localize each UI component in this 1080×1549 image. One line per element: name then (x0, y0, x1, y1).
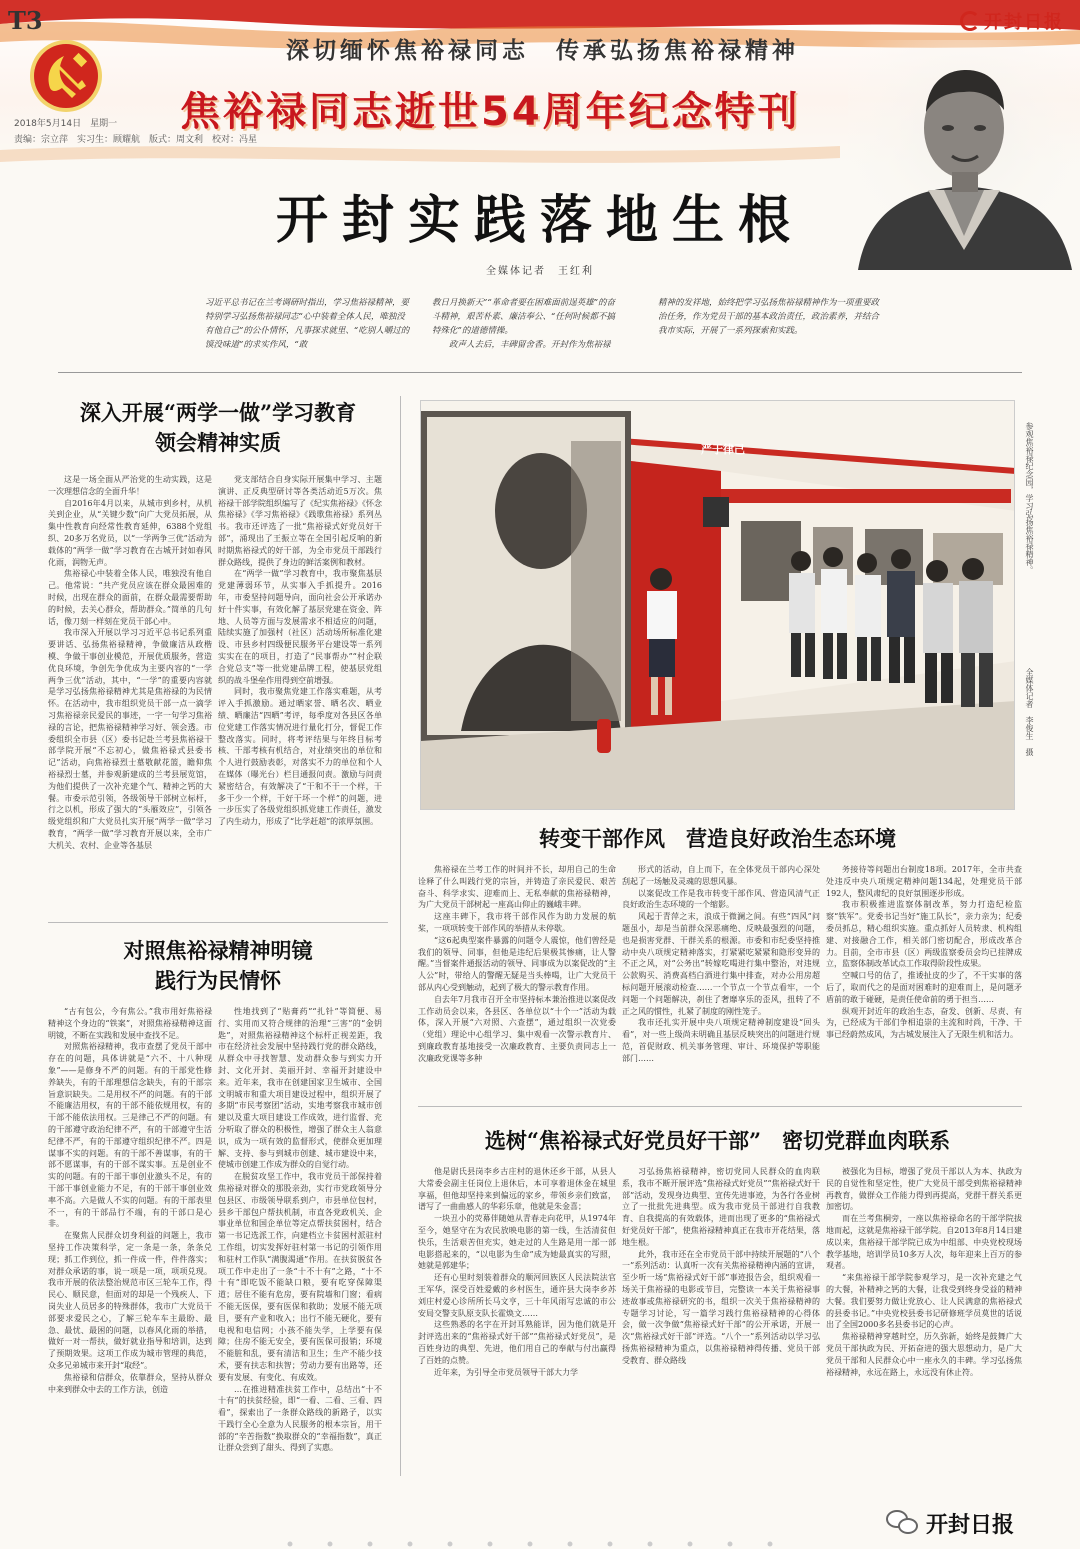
section-3-column-3 (826, 864, 1022, 1096)
page-indicator-dots (0, 1540, 1080, 1549)
wall-sign: 严于律己 (701, 443, 745, 456)
paragraph: 对照焦裕禄精神，我市查摆了党员干部中存在的问题，具体讲就是“六不、十八种现象”——是修身不严的问题。有的干部党性修养缺失，有的干部理想信念缺失，有的干部宗旨意识缺失。二是用权不严的问题。有的干部不能廉洁用权，有的干部不能依规用权，有的干部不能依法用权。三是律己不严的问题。有的干部遵守政治纪律不严，有的干部遵守生活纪律不严，有的干部遵守组织纪律不严。四是谋事不实的问题。有的干部不善谋事，有的干部不愿谋事，有的干部不谋实事。五是创业不实的问题。有的干部干事创业激头不足，有的干部干事创业能力不足，有的干部干事创业效率不高。六是做人不实的问题。有的干部表里不一，有的干部品行不端，有的干部口是心非。 (48, 1042, 212, 1229)
section-2-column-1 (48, 1006, 212, 1472)
exhibition-hall-illustration (421, 401, 1015, 810)
footer-wechat-logo[interactable] (886, 1508, 1014, 1539)
section-1-column-1 (48, 474, 212, 910)
page-number: T3 (8, 6, 43, 35)
section-2-title-line-2: 践行为民情怀 (155, 968, 281, 993)
photo-credit: 全媒体记者 李俊生 摄 (1025, 668, 1034, 756)
paragraph: 他是尉氏县岗李乡古庄村的退休还乡干部，从县人大常委会副主任岗位上退休后，本可享着退休金在城里享福，但他却坚持来到偏远的家乡，带领乡亲们致富，谱写了一曲曲感人的华彩乐章，他就是朱金喜； (418, 1167, 616, 1212)
masthead-slogan: 深切缅怀焦裕禄同志 传承弘扬焦裕禄精神 (286, 38, 799, 64)
section-divider (418, 1106, 1022, 1107)
paragraph: 务接待等问题出台制度18项。2017年，全市共查处违反中央八项规定精神问题134起，处理党员干部192人，整风肃纪的良好氛围逐步形成。 (826, 865, 1022, 898)
brand-name: 开封日报 (984, 12, 1064, 33)
paragraph: 我市深入开展以学习习近平总书记系列重要讲话、弘扬焦裕禄精神，争做廉洁从政楷模、争做干事创业模范，开展优质服务，营造优良环境，争创先争优成为主要内容的“一学两争三优”活动，其中，“一学”的重要内容就是学习弘扬焦裕禄精神尤其是焦裕禄的为民情怀。在活动中，我市组织党员干部一点一滴学习焦裕禄亲民爱民的事迹，一字一句学习焦裕禄的言论，把焦裕禄精神学习好、领会透。市委组织全市县（区）委书记赴兰考县焦裕禄干部学院开展“不忘初心，做焦裕禄式县委书记”活动，向焦裕禄烈士墓敬献花篮，瞻仰焦裕禄烈士墓，并参观新建成的兰考县展览馆，为他们提供了一次补充建个气、精神之钙的大餐。市委示范引领，各级领导干部树立标杆，行之以机，形成了强大的“头雁效应”，引领各级党组织和广大党员扎实开展“两学一做”学习教育，“两学一做”学习教育开展以来，全市广大机关、农村、企业等各基层 (48, 628, 212, 850)
paragraph: 自去年7月我市召开全市坚持标本兼治推进以案促改工作动员会以来，各县区、各单位以“十个一”活动为载体，深入开展“六对照、六查摆”，通过组织一次党委（党组）理论中心组学习、集中观看一次警示教育片、到廉政教育基地接受一次廉政教育、主要负责同志上一次廉政党课等多种 (418, 994, 616, 1063)
paragraph: 习弘扬焦裕禄精神，密切党同人民群众的血肉联系，我市不断开展评选“焦裕禄式好党员”“焦裕禄式好干部”活动，发现身边典型、宣传先进事迹，为各行各业树立了一批批先进典型。成为我市党员干部进行自我教育、自我提高的有效载体，进而出现了更多的“焦裕禄式好党员好干部”，使焦裕禄精神真正在我市开花结果，落地生根。 (622, 1167, 820, 1247)
section-2-title (58, 936, 378, 996)
newspaper-brand (960, 8, 1064, 34)
paragraph: 性地找到了“贴膏药”“扎针”等简便、易行、实用而又符合规律的治理“三害”的“金钥匙”，对照焦裕禄精神这个标杆正视差距，我市在经济社会发展中坚持践行党的群众路线，从群众中寻找智慧、发动群众参与到实力开封、文化开封、美丽开封、幸福开封建设中来。近年来，我市在创建国家卫生城市、全国文明城市和重大项目建设过程中，组织开展了多期“市民考察团”活动，实地考察我市城市创建以及重大项目建设工作成效，进行监督、充分听取了群众的积极性，增强了群众主人翁意识，成为一项有效的监督形式，使群众更加理解、支持、参与到城市创建、城市建设中来，使城市创建工作成为群众的自觉行动。 (218, 1007, 382, 1170)
party-emblem-icon (28, 38, 104, 114)
section-4-title: 选树“焦裕禄式好党员好干部” 密切党群血肉联系 (484, 1128, 951, 1153)
paragraph: 形式的活动，自上而下，在全体党员干部内心深处刮起了一场触及灵魂的思想风暴。 (622, 865, 820, 886)
special-issue-title: 焦裕禄同志逝世54周年纪念特刊 (180, 89, 801, 135)
wechat-icon (886, 1510, 920, 1536)
main-headline: 开封实践落地生根 (275, 190, 804, 251)
paragraph: 党支部结合自身实际开展集中学习、主题演讲、正反典型研讨等各类活动近5万次。焦裕禄干部学院组织编写了《纪实焦裕禄》《怀念焦裕禄》《学习焦裕禄》《践歌焦裕禄》系列丛书。我市还评选了一批“焦裕禄式好党员好干部”，涌现出了王振立等在全国引起反响的新时期焦裕禄式的好干部，为全市党员干部践行群众路线，提供了身边的鲜活案例和教材。 (218, 475, 382, 567)
lead-paragraph-2 (432, 296, 620, 356)
paragraph: 同时，我市聚焦党建工作落实难题，从考评入手抓激励。通过晒家誉、晒名次、晒业绩、晒廉洁“四晒”考评，每季度对各县区各单位党建工作落实情况进行量化打分，督促工作整改落实。同时，将考评结果与年终目标考核、干部考核有机结合，对业绩突出的单位和个人进行鼓励表彰，对落实不力的单位和个人在媒体（曝光台）栏目通报问责。激励与问责紧密结合，有效解决了“干和不干一个样，干多干少一个样，干好干坏一个样”的问题，进一步压实了各级党组织抓党建工作责任，激发了内生动力，形成了“比学赶超”的浓厚氛围。 (218, 687, 382, 827)
lead-paragraph-4: 精神的发祥地，始终把学习弘扬焦裕禄精神作为一项重要政治任务，作为党员干部的基本政治责任，政治素养，并结合我市实际，开展了一系列探索和实践。 (658, 298, 880, 336)
section-4-column-3 (826, 1166, 1022, 1436)
paragraph: 近年来，为引导全市党员领导干部大力学 (434, 1367, 578, 1377)
paragraph: 空喊口号的估了，推诿扯皮的少了，不干实事的落后了，取而代之的是面对困难时的迎难而上，是问题矛盾前的敢于碰硬，是责任使命前的勇于担当…… (826, 971, 1022, 1004)
footer-logo-text: 开封日报 (926, 1513, 1015, 1538)
paragraph: 这是一场全面从严治党的生动实践，这是一次理想信念的全面升华！ (48, 475, 212, 496)
paragraph: “来焦裕禄干部学院参观学习，是一次补充建之气的大餐，补精神之钙的大餐，让我受到终身受益的精神大餐。我们要努力做让党放心、让人民满意的焦裕禄式的县委书记。”中央党校县委书记研修班学员莫世的话说出了全国2000多名县委书记的心声。 (826, 1273, 1022, 1330)
section-1-column-2 (218, 474, 382, 910)
lead-divider (58, 372, 1022, 373)
paragraph: 焦裕禄和信群众，依靠群众，坚持从群众中来到群众中去的工作方法，创造 (48, 1372, 212, 1394)
paragraph: …在推进精准扶贫工作中，总结出“十不十有”的扶贫经验，即“一看、二看、三看、四看”，探索出了一条群众路线的新路子，以实干践行全心全意为人民服务的根本宗旨，用干部的“辛苦指数”换取群众的“幸福指数”，真正让群众尝到了甜头、得到了实惠。 (218, 1384, 382, 1453)
paragraph: 这座丰碑下，我市将干部作风作为助力发展的航桨，一项项转变干部作风的举措从未停歇。 (418, 912, 616, 933)
section-3-column-1 (418, 864, 616, 1096)
paragraph: 在“两学一做”学习教育中，我市聚焦基层党建薄弱环节，从实事入手抓提升。2016年，市委坚持问题导向，面向社会公开承诺办好十件实事，有效化解了基层党建在资金、阵地、人员等方面与发展需求不相适应的问题，陆续实施了加强村（社区）活动场所标准化建设、市县乡村四级便民服务平台建设等一系列实实在在的项目，打造了“民事帮办”“村企联合党总支”等一批党建品牌工程，使基层党组织的战斗堡垒作用得到空前增强。 (218, 569, 382, 685)
paragraph: 还有心里时刻装着群众的顺河回族区人民法院法官王军华，深受百姓爱戴的乡村医生，通许县大岗李乡苏刘庄村爱心诊所所长马文亨，三十年风雨写忠诚的市公安局交警支队原支队长霍焕文…… (418, 1273, 616, 1318)
paragraph: 在聚焦人民群众切身利益的问题上，我市坚持工作决策科学，定一条是一条，条条兑现；抓工作到位，抓一件成一件，件件落实；对群众承诺的事，说一项是一项，项项兑现。我市开展的依法整治规范市区三轮车工作，得民心、顺民意，但面对的却是一个残疾人、下岗失业人员居多的特殊群体，我市广大党员干部要求爱民之心，了解三轮车车主最盼、最急、最忧、最困的问题，以春风化雨的举措，做好一对一帮扶，做好就业指导和培训，达到了预期效果。这项工作成为城市管理的典范，众多兄弟城市来开封“取经”。 (48, 1231, 212, 1370)
exhibition-photo (420, 400, 1015, 810)
section-2-title-line-1: 对照焦裕禄精神明镜 (123, 938, 313, 963)
paragraph: 纵观开封近年的政治生态，奋发、创新、尽责、有为，已经成为干部们争相追崇的主流和时尚，干净、干事已经蔚然成风，为古城发展注入了无限生机和活力。 (826, 1006, 1022, 1040)
paragraph: “古有包公，今有焦公。”我市用好焦裕禄精神这个身边的“铁案”，对照焦裕禄精神这面明镜，不断在实践和发展中查找不足。 (48, 1007, 212, 1040)
section-2-column-2 (218, 1006, 382, 1472)
section-1-title (58, 398, 378, 458)
section-3-title: 转变干部作风 营造良好政治生态环境 (539, 826, 896, 851)
paragraph: 我市还扎实开展中央八项规定精神制度建设“回头看”，对一些上级尚未明确且基层反映突出的问题进行规范，首促财政、机关事务管理、审计、环境保护等职能部门…… (622, 1018, 820, 1063)
issue-date: 2018年5月14日 星期一 (14, 119, 118, 129)
lead-paragraph-2-text: 教日月换新天”“革命者要在困难面前逞英雄”的奋斗精神，艰苦朴素、廉洁奉公、“任何时候都不搞特殊化”的道德情操。 (432, 298, 616, 336)
paragraph: 此外，我市还在全市党员干部中持续开展题的“八个一”系列活动：认真听一次有关焦裕禄精神内涵的宣讲，至少听一场“焦裕禄式好干部”事迹报告会，组织观看一场关于焦裕禄的电影或节目，完整读一本关于焦裕禄事迹故事或焦裕禄研究的书，组织一次关于焦裕禄精神的专题学习讨论，写一篇学习践行焦裕禄精神的心得体会，做一次争做“焦裕禄式好干部”的公开承诺，开展一次“焦裕禄式好干部”评选。“八个一”系列活动以学习弘扬焦裕禄精神为重点，以焦裕禄精神得传播、党员干部受教育、群众路线 (622, 1249, 820, 1365)
paragraph: 我市积极推进监察体制改革，努力打造纪检监察“铁军”。党委书记当好“施工队长”，亲力亲为；纪委委员抓总，精心组织实施。重点抓好人员转隶、机构组建、对接融合工作，相关部门密切配合，形成改革合力。目前，全市市县（区）两级监察委员会均已挂牌成立，监察体制改革试点工作取得阶段性成果。 (826, 900, 1022, 969)
paragraph: 自2016年4月以来，从城市到乡村，从机关到企业，从“关键少数”向广大党员拓展，从集中性教育向经常性教育延伸，6388个党组织、20多万名党员，以“一学两争三优”活动为载体的“两学一做”学习教育在古城开封如春风化雨，润物无声。 (48, 498, 212, 567)
byline: 全媒体记者 王红利 (486, 266, 594, 277)
paragraph: 一块丑小的荧幕伴随她从青春走向花甲，从1974年至今，她坚守在为农民放映电影的第一线，生活清贫但快乐，生活艰苦但充实，她走过的人生路是用一部一部电影搭起来的，“以电影为生命”成为她最真实的写照，她就是郭建华； (418, 1214, 616, 1271)
section-1-title-line-1: 深入开展“两学一做”学习教育 (79, 400, 357, 425)
paragraph: 这些熟悉的名字在开封耳熟能详，因为他们就是开封评选出来的“焦裕禄式好干部”“焦裕禄式好党员”，是百姓身边的典型、先进，他们用自己的奉献与付出赢得了百姓的点赞。 (418, 1320, 616, 1365)
paragraph: 被强化为目标，增强了党员干部以人为本、执政为民的自觉性和坚定性，使广大党员干部受到焦裕禄精神再教育，做群众工作能力得到再提高，党群干群关系更加密切。 (826, 1167, 1022, 1212)
paragraph: 以案促改工作是我市转变干部作风、营造风清气正良好政治生态环境的一个缩影。 (622, 888, 820, 910)
column-divider (400, 396, 401, 1476)
paragraph: 焦裕禄在兰考工作的时间并不长，却用自己的生命诠释了什么叫践行党的宗旨，并铸造了亲民爱民、艰苦奋斗、科学求实、迎难而上、无私奉献的焦裕禄精神，为广大党员干部树起一座高山仰止的巍峨丰碑。 (418, 865, 616, 910)
section-1-title-line-2: 领会精神实质 (155, 430, 281, 455)
paragraph: 风起于青萍之末，浪成于微澜之间。有些“四风”问题虽小，却是当前群众深恶痛绝、反映最强烈的问题，也是损害党群、干群关系的根源。市委和市纪委坚持推动中央八项规定精神落实，打紧紧吃紧紧和隐形变异的不正之风，对“公务出”转嫁吃喝进行集中整治，对违规公款购买、消费高档白酒进行集中排查，对办公用房超标问题开展滚动检查……一个节点一个节点看牢，一个问题一个问题解决，刹住了奢靡享乐的歪风，扭转了不正之风的惯性，扎紧了制度的刚性笼子。 (622, 912, 820, 1016)
lead-paragraph-3-text: 政声人去后，丰碑留舍香。开封作为焦裕禄 (449, 340, 611, 350)
paragraph: 在脱贫攻坚工作中，我市党员干部保持着焦裕禄对群众的那股亲劲，实行市党政领导分包县区、市级领导联系到户，市县单位包村，县乡干部包户帮扶机制，市直各党政机关、企事业单位和国企单位等定点帮扶贫困村，结合第一书记选派工作，向建档立卡贫困村派驻村工作组，切实发挥好驻村第一书记的引领作用和驻村工作队“满腹渴通”作用。在扶贫脱贫各项工作中走出了一条“十不十有”之路，“十不十有”即吃饭不能缺口粮，要有吃穿保障渠道；居住不能有危房，要有院墙和门窗；看病不能无医保，要有医保和救助；发展不能无项目，要有产业和收入；出行不能无硬化，要有电视和电信网；小孩不能失学，上学要有保障；住房不能无安全，要有医保可报销；环境不能脏和乱，要有清洁和卫生；生产不能少技术，要有扶志和扶智；劳动力要有出路等，还要有发展、有变化、有成效。 (218, 1172, 382, 1382)
section-divider (48, 922, 388, 923)
brand-logo-icon (960, 11, 980, 31)
section-3-column-2 (622, 864, 820, 1096)
lead-paragraph-1: 习近平总书记在兰考调研时指出，学习焦裕禄精神，要特别学习弘扬焦裕禄同志“心中装着全体人民，唯独没有他自己”的公仆情怀，凡事探求就里、“吃别人嚼过的馍没味道”的求实作风，“敢 (205, 298, 410, 350)
paragraph: 而在兰考焦桐旁，一座以焦裕禄命名的干部学院拔地而起，这就是焦裕禄干部学院。自2013年8月14日建成以来，焦裕禄干部学院已成为中组部、中央党校现场教学基地，培训学员10多万人次，每年迎来上百万的参观者。 (826, 1214, 1022, 1271)
paragraph: 焦裕禄精神穿越时空，历久弥新，始终是鼓舞广大党员干部执政为民、开拓奋进的强大思想动力，是广大党员干部和人民群众心中一座永久的丰碑。学习弘扬焦裕禄精神，永远在路上，永远没有休止符。 (826, 1332, 1022, 1377)
photo-caption: 参观焦裕禄纪念园，学习弘扬焦裕禄精神。 (1025, 422, 1034, 574)
section-4-column-2 (622, 1166, 820, 1476)
paragraph: 焦裕禄心中装着全体人民，唯独没有他自己。他常说：“共产党员应该在群众最困难的时候，出现在群众的面前，在群众最需要帮助的时候，去关心群众，帮助群众。”简单的几句话，像刀刻一样刻在党员干部心中。 (48, 569, 212, 626)
section-4-column-1 (418, 1166, 616, 1476)
editor-credits: 责编：宗立萍 实习生：顾耀航 版式：周文利 校对：冯星 (14, 135, 258, 145)
paragraph: “这6起典型案件暴露的问题令人震惊，他们曾经是我们的领导、同事，但他是违纪后果极其惨痛，让人警醒。”当督案件通报活动的领导、同事成为以案促改的“主人公”时，带给人的警醒无疑是当头棒喝，让广大党员干部从内心受到触动，起到了极大的警示教育作用。 (418, 935, 616, 992)
